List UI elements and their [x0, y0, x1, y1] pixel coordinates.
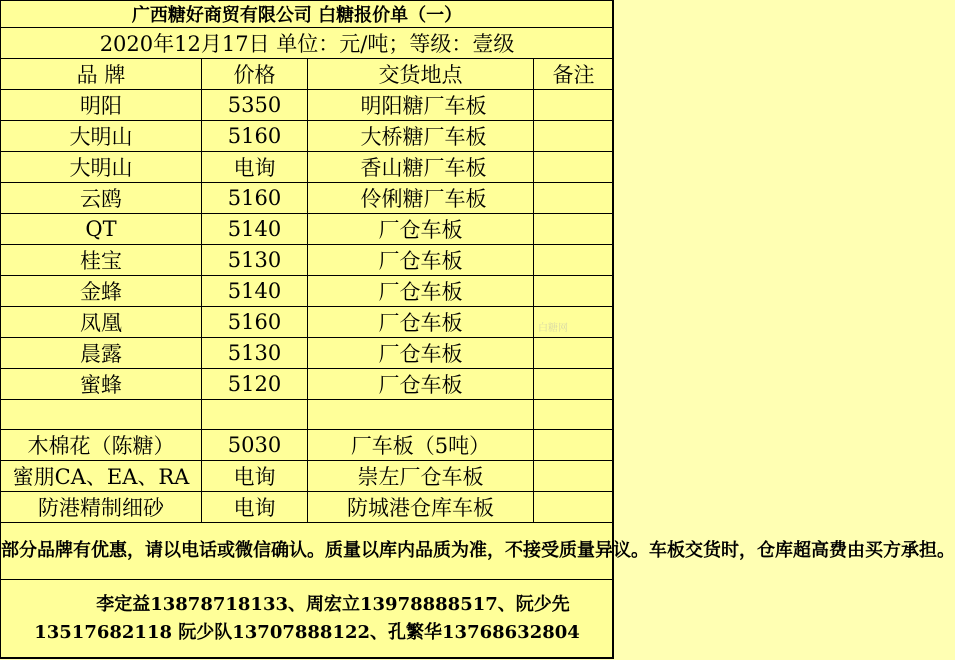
cell-location: 厂仓车板	[308, 369, 534, 400]
cell-note	[534, 183, 614, 214]
cell-brand: 凤凰	[1, 307, 202, 338]
column-header-row	[1, 59, 614, 90]
cell-brand: 桂宝	[1, 245, 202, 276]
cell-note	[534, 90, 614, 121]
cell-price: 5160	[202, 121, 308, 152]
cell-brand: 大明山	[1, 152, 202, 183]
cell-brand: 木棉花（陈糖）	[1, 430, 202, 461]
cell-location: 厂仓车板	[308, 276, 534, 307]
cell-brand: 金蜂	[1, 276, 202, 307]
cell-location: 厂仓车板	[308, 307, 534, 338]
date-unit-line: 2020年12月17日 单位：元/吨；等级：壹级	[1, 28, 614, 59]
cell-price: 5350	[202, 90, 308, 121]
table-row	[1, 214, 614, 245]
cell-brand: 蜜蜂	[1, 369, 202, 400]
header-location: 交货地点	[308, 59, 534, 90]
contact-row	[1, 580, 614, 659]
cell-brand: 大明山	[1, 121, 202, 152]
table-row	[1, 492, 614, 523]
sheet-title: 广西糖好商贸有限公司 白糖报价单（一）	[1, 1, 614, 28]
cell-location: 明阳糖厂车板	[308, 90, 534, 121]
table-row	[1, 245, 614, 276]
cell-location: 香山糖厂车板	[308, 152, 534, 183]
cell-note	[534, 152, 614, 183]
cell-price: 5130	[202, 245, 308, 276]
cell-location: 厂仓车板	[308, 245, 534, 276]
header-note: 备注	[534, 59, 614, 90]
cell-location: 伶俐糖厂车板	[308, 183, 534, 214]
cell-price: 电询	[202, 461, 308, 492]
cell-note	[534, 338, 614, 369]
contact-line-1: 李定益13878718133、周宏立13978888517、阮少先	[96, 594, 570, 615]
cell-location: 大桥糖厂车板	[308, 121, 534, 152]
cell-brand	[1, 400, 202, 430]
cell-note	[534, 369, 614, 400]
table-row	[1, 183, 614, 214]
cell-price: 5120	[202, 369, 308, 400]
contact-block	[1, 580, 614, 659]
cell-price: 电询	[202, 152, 308, 183]
table-row	[1, 369, 614, 400]
cell-price: 5030	[202, 430, 308, 461]
notice-text: 部分品牌有优惠，请以电话或微信确认。质量以库内品质为准，不接受质量异议。车板交货时，仓库超高费由买方承担。	[1, 523, 614, 580]
header-brand: 品 牌	[1, 59, 202, 90]
cell-brand: QT	[1, 214, 202, 245]
watermark: 白糖网	[538, 323, 568, 334]
cell-location: 厂仓车板	[308, 214, 534, 245]
cell-note	[534, 461, 614, 492]
cell-location	[308, 400, 534, 430]
cell-price: 5140	[202, 214, 308, 245]
contact-line-2: 13517682118 阮少队13707888122、孔繁华13768632804	[34, 622, 580, 643]
cell-price: 电询	[202, 492, 308, 523]
cell-note	[534, 492, 614, 523]
cell-price: 5160	[202, 183, 308, 214]
table-row	[1, 430, 614, 461]
table-row-empty	[1, 400, 614, 430]
table-row	[1, 152, 614, 183]
cell-brand: 晨露	[1, 338, 202, 369]
cell-price: 5160	[202, 307, 308, 338]
date-unit-row	[1, 28, 614, 59]
cell-note	[534, 245, 614, 276]
cell-brand: 防港精制细砂	[1, 492, 202, 523]
cell-note	[534, 400, 614, 430]
cell-location: 防城港仓库车板	[308, 492, 534, 523]
header-price: 价格	[202, 59, 308, 90]
table-row	[1, 338, 614, 369]
notice-row	[1, 523, 614, 580]
title-row	[1, 1, 614, 28]
cell-note	[534, 430, 614, 461]
table-row	[1, 90, 614, 121]
cell-location: 厂车板（5吨）	[308, 430, 534, 461]
cell-location: 崇左厂仓车板	[308, 461, 534, 492]
cell-price: 5140	[202, 276, 308, 307]
cell-location: 厂仓车板	[308, 338, 534, 369]
cell-brand: 蜜朋CA、EA、RA	[1, 461, 202, 492]
cell-price: 5130	[202, 338, 308, 369]
table-row	[1, 276, 614, 307]
cell-brand: 明阳	[1, 90, 202, 121]
cell-note	[534, 276, 614, 307]
table-row	[1, 461, 614, 492]
cell-note	[534, 214, 614, 245]
table-row	[1, 121, 614, 152]
cell-note	[534, 121, 614, 152]
cell-price	[202, 400, 308, 430]
cell-brand: 云鸥	[1, 183, 202, 214]
table-row	[1, 307, 614, 338]
